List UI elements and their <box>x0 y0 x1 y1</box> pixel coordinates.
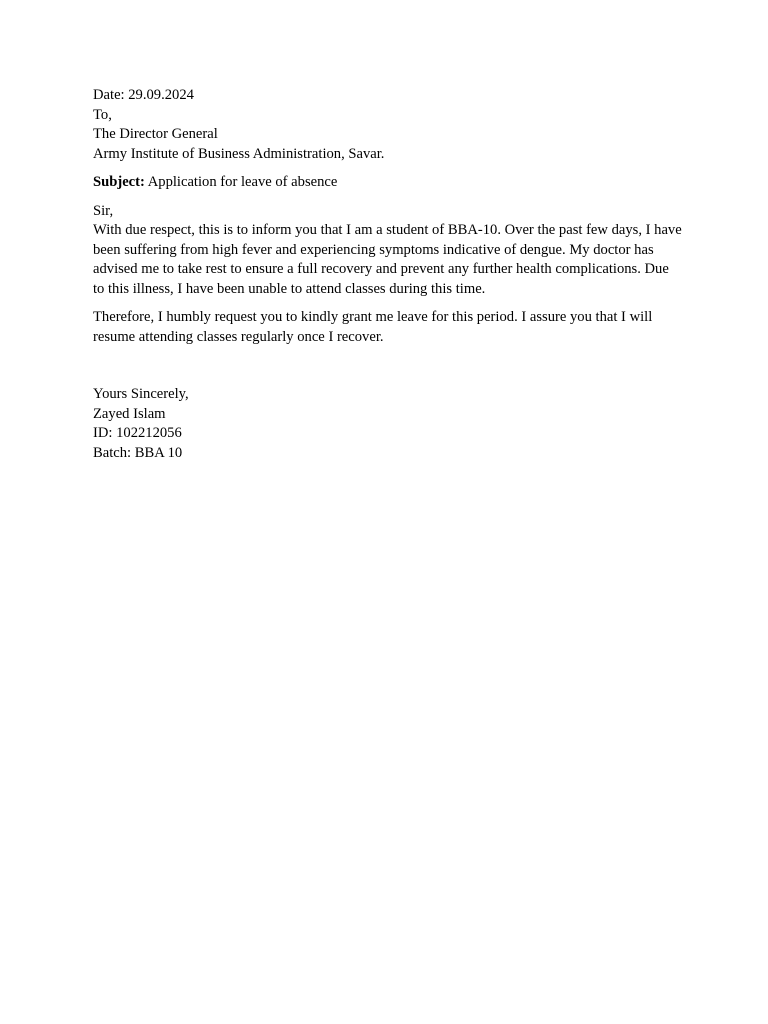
sender-batch: Batch: BBA 10 <box>93 444 183 461</box>
address-block <box>93 86 693 164</box>
sender-id: ID: 102212056 <box>93 425 182 441</box>
leave-application-letter <box>93 86 693 463</box>
sender-name: Zayed Islam <box>93 405 166 422</box>
to-line: To, <box>93 106 112 123</box>
letter-body <box>93 202 693 348</box>
recipient-title: The Director General <box>93 126 218 142</box>
closing: Yours Sincerely, <box>93 386 189 402</box>
body-paragraph-1: With due respect, this is to inform you that I am a student of BBA-10. Over the past few days, I have been suffering from high fever and experiencing symptoms indicative of dengue. My doctor has advised me to take rest to ensure a full recovery and prevent any further health complications. Due to this illness, I have been unable to attend classes during this time. <box>93 222 682 297</box>
signature-block <box>93 385 693 463</box>
letter-date: Date: 29.09.2024 <box>93 87 194 103</box>
subject-label: Subject: <box>93 174 145 190</box>
salutation: Sir, <box>93 202 114 219</box>
body-paragraph-2: Therefore, I humbly request you to kindly grant me leave for this period. I assure you that I will resume attending classes regularly once I recover. <box>93 309 653 345</box>
subject-text: Application for leave of absence <box>144 174 338 190</box>
subject-line <box>93 173 693 193</box>
recipient-organization: Army Institute of Business Administration, Savar. <box>93 145 385 162</box>
